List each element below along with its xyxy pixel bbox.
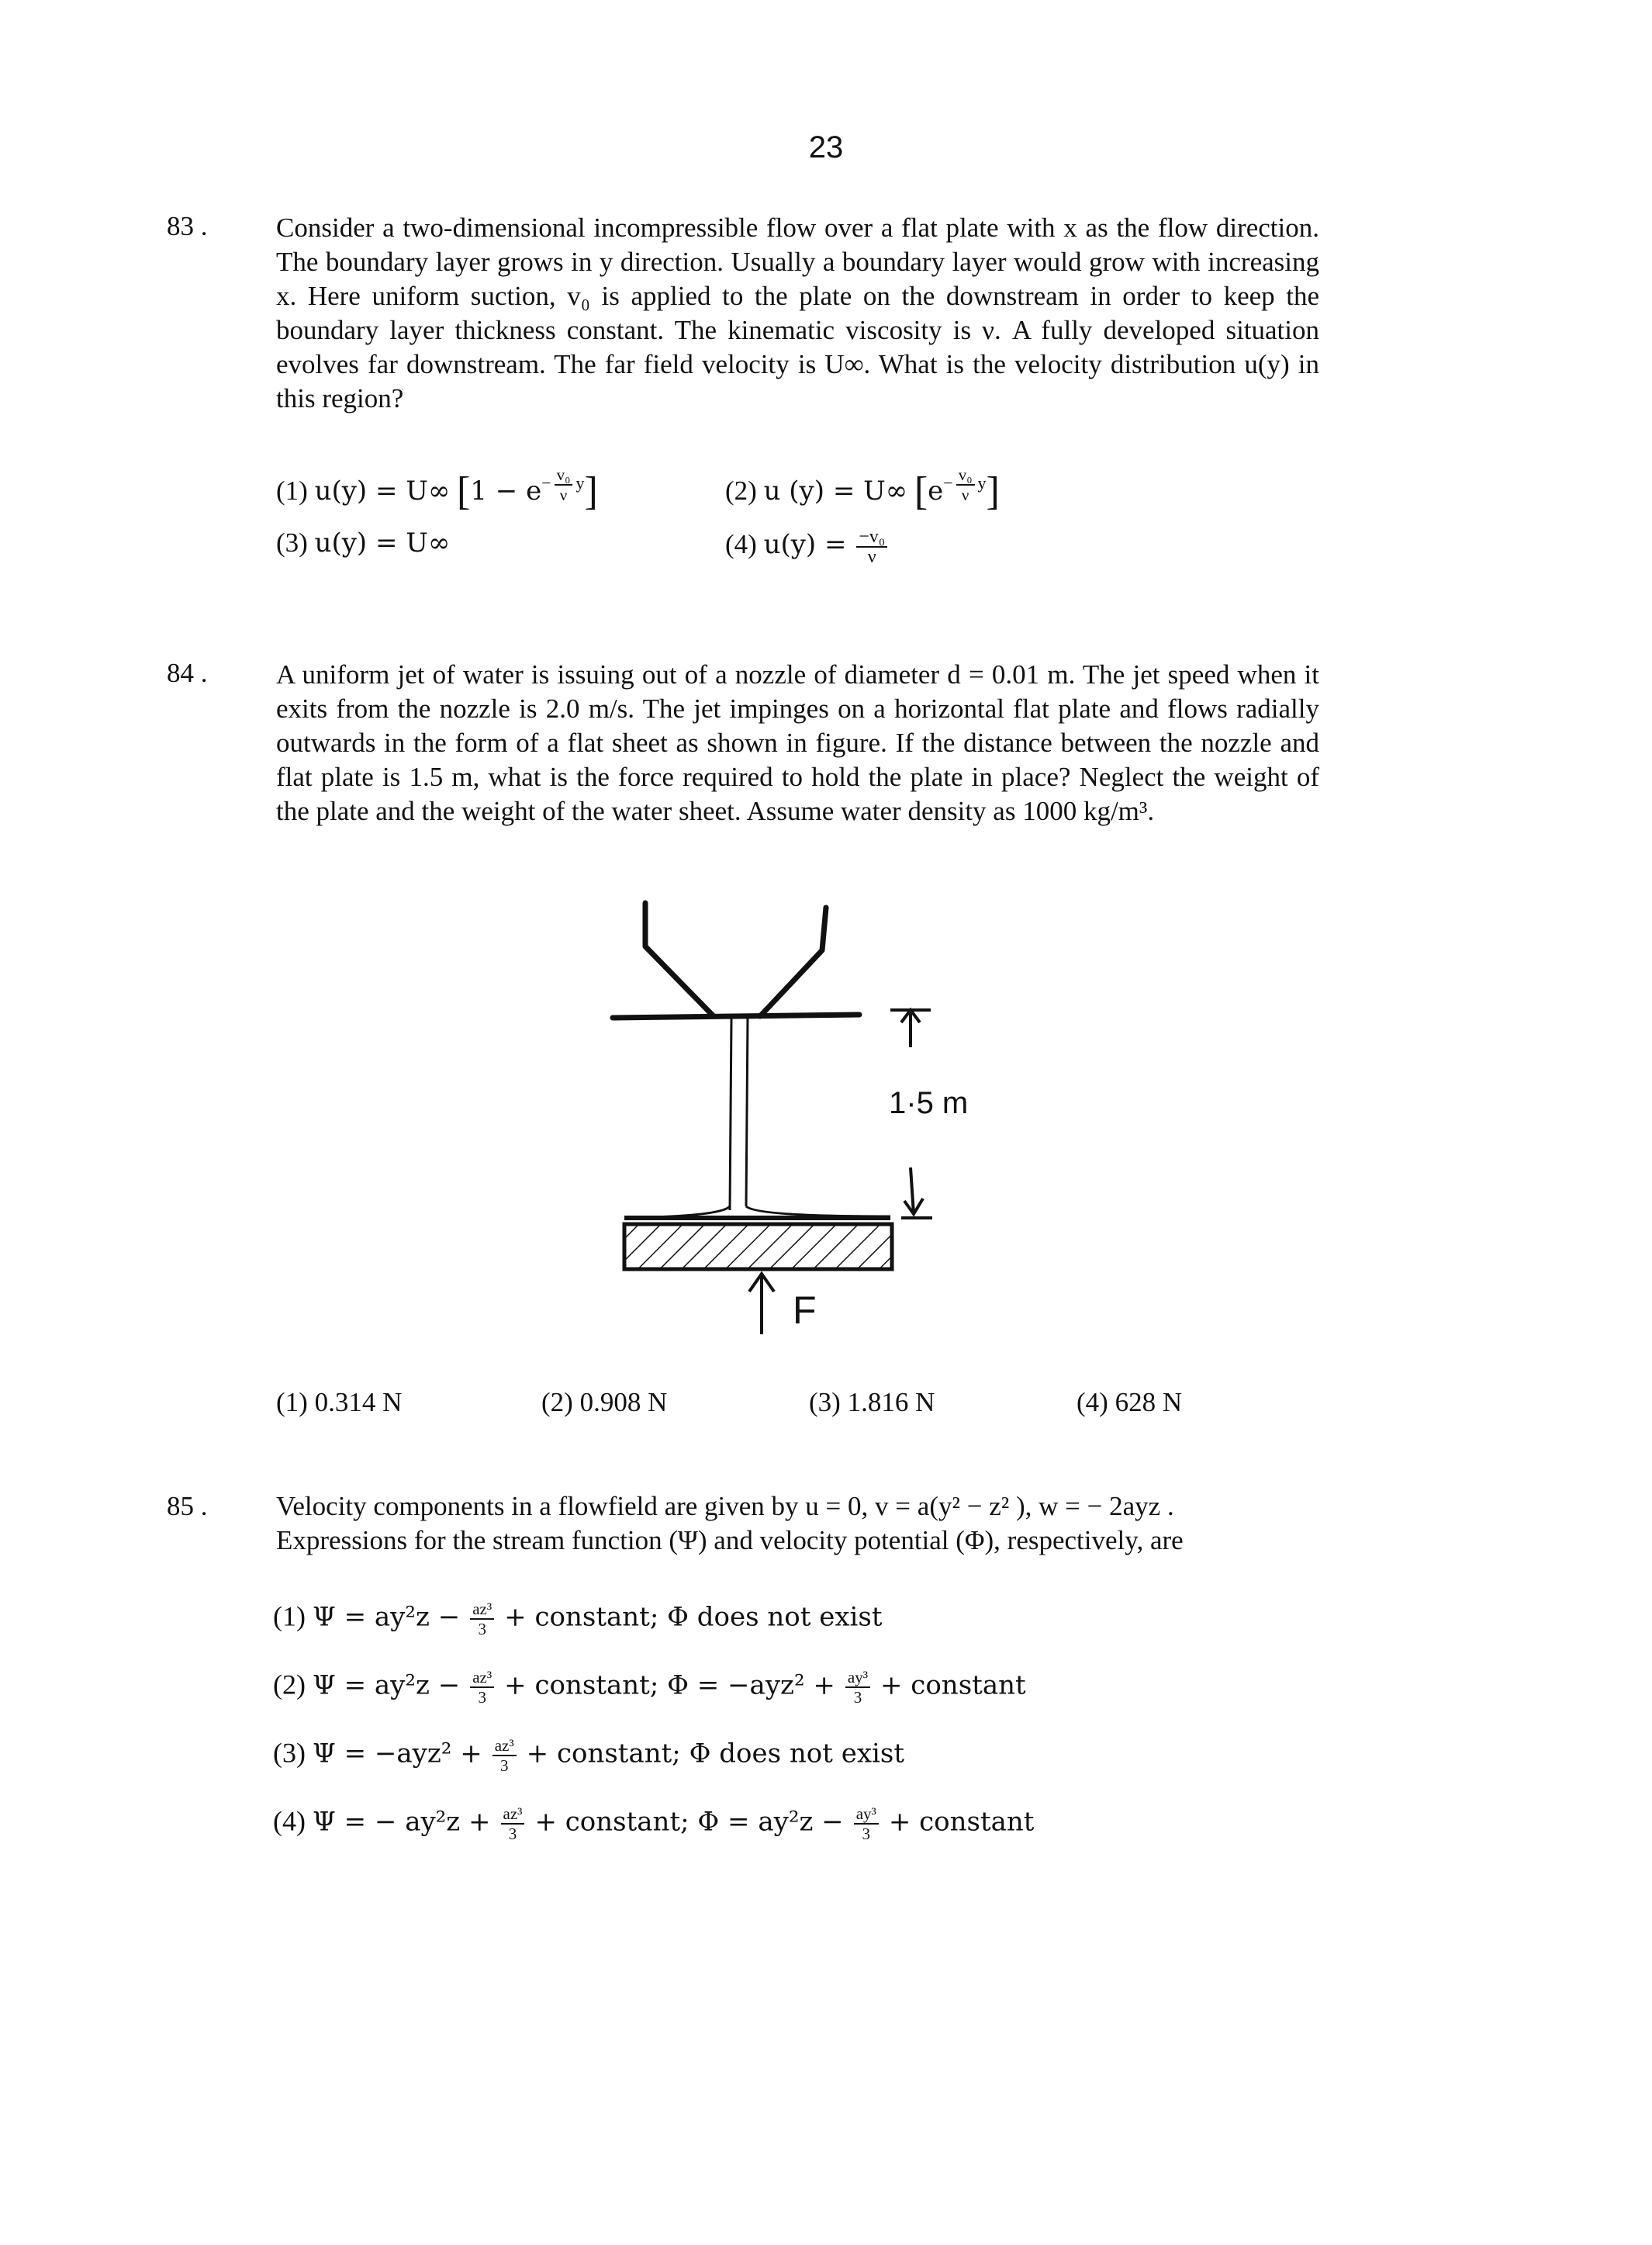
option-label: (1) (273, 1600, 306, 1632)
question-84-stem: A uniform jet of water is issuing out of a nozzle of diameter d = 0.01 m. The jet speed when it exits from the nozzle is 2.0 m/s. The jet impinges on a horizontal flat plate and flows radially outwards in the form of a flat sheet as shown in figure. If the distance between the nozzle and flat plate is 1.5 m, what is the force required to hold the plate in place? Neglect the weight of the plate and the weight of the water sheet. Assume water density as 1000 kg/m³. (276, 659, 1319, 826)
exponent: − v₀ ν y (541, 465, 585, 504)
question-83-option-3 (276, 528, 450, 559)
page-number: 23 (808, 130, 844, 164)
question-83-option-1: (1) u(y) = U∞ $[1 - e^{- \frac{\text{v₀}}{\nu} y}]$ (276, 465, 598, 514)
option-label: (3) (276, 528, 308, 558)
option-lhs: u(y) = (763, 529, 847, 561)
option-expression-middle: + constant; Φ = −ayz² + (504, 1669, 835, 1701)
option-expression-middle: + constant; Φ = ay²z − (534, 1806, 844, 1838)
sheet-right-curve (746, 1206, 890, 1216)
question-85-number: 85 . (167, 1491, 208, 1521)
option-label: (3) (273, 1737, 306, 1769)
option-label: (1) (276, 476, 308, 507)
nozzle-right-wall (760, 908, 826, 1016)
question-85-option-4 (273, 1804, 1034, 1843)
option-label: (4) (1077, 1387, 1108, 1417)
option-expression-tail: + constant (880, 1669, 1026, 1701)
option-value: 628 N (1115, 1387, 1183, 1417)
jet-right-edge (746, 1018, 748, 1206)
option-expression-tail: + constant (888, 1806, 1035, 1838)
option-fraction: $\frac{\text{az³}}{3}$ (470, 1600, 494, 1638)
question-84-option-1 (276, 1387, 402, 1418)
question-83-number: 83 . (167, 211, 208, 241)
option-label: (4) (273, 1805, 306, 1837)
nozzle-left-wall (645, 903, 714, 1016)
question-85-option-3 (273, 1736, 904, 1775)
bracket-term: e (928, 476, 944, 507)
option-fraction-2: $\frac{\text{ay³}}{3}$ (854, 1804, 879, 1843)
option-expression: Ψ = ay²z − (312, 1669, 461, 1701)
question-83-option-4 (725, 528, 890, 566)
force-label: F (793, 1289, 817, 1332)
option-label: (1) (276, 1387, 308, 1417)
option-fraction: $\frac{\text{az³}}{3}$ (492, 1736, 517, 1775)
option-label: (2) (541, 1387, 573, 1417)
option-lhs: u(y) = U∞ (314, 528, 451, 559)
exponent: − v₀ ν y (943, 465, 987, 504)
option-label: (4) (725, 529, 757, 560)
flat-plate (624, 1224, 892, 1269)
bracket-term: 1 − e (470, 476, 542, 507)
question-85-option-2 (273, 1668, 1026, 1707)
jet-plate-figure (597, 892, 969, 1334)
question-85-stem-line-1: Velocity components in a flowfield are given by u = 0, v = a(y² − z² ), w = − 2ayz . (276, 1491, 1174, 1521)
option-lhs: u (y) = U∞ (763, 476, 908, 507)
option-fraction-2: $\frac{\text{ay³}}{3}$ (845, 1668, 870, 1707)
question-83-stem: Consider a two-dimensional incompressible flow over a flat plate with x as the flow direction. The boundary layer grows in y direction. Usually a boundary layer would grow with increasing x. Here uniform suction, v₀ is applied to the plate on the downstream in order to keep the boundary layer thickness constant. The kinematic viscosity is ν. A fully developed situation evolves far downstream. The far field velocity is U∞. What is the velocity distribution u(y) in this region? (276, 213, 1319, 413)
dimension-bottom-arrow-shaft (911, 1167, 914, 1214)
question-84-option-2 (541, 1387, 667, 1418)
question-83-option-2: (2) u (y) = U∞ $[e^{- \frac{\text{v₀}}{\nu} y}]$ (725, 465, 1000, 514)
option-expression-tail: + constant; Φ does not exist (504, 1601, 883, 1633)
option-fraction: $\frac{\text{az³}}{3}$ (501, 1804, 525, 1843)
option-label: (2) (273, 1669, 306, 1700)
option-fraction: $\frac{\text{az³}}{3}$ (470, 1668, 494, 1707)
option-label: (2) (725, 476, 757, 507)
jet-left-edge (730, 1018, 731, 1210)
distance-label: 1·5 m (889, 1086, 969, 1120)
option-expression: Ψ = ay²z − (312, 1601, 461, 1633)
question-84-number: 84 . (167, 658, 208, 688)
option-expression: Ψ = − ay²z + (312, 1806, 491, 1838)
question-85-stem-line-2: Expressions for the stream function (Ψ) and velocity potential (Φ), respectively, are (276, 1525, 1184, 1555)
question-84-option-4 (1077, 1387, 1182, 1418)
option-fraction: $\frac{\text{−v₀}}{\nu}$ (856, 528, 887, 566)
option-value: 0.908 N (579, 1387, 668, 1417)
option-label: (3) (809, 1387, 841, 1417)
nozzle-exit-line (613, 1015, 859, 1018)
option-expression-tail: + constant; Φ does not exist (526, 1738, 904, 1769)
option-value: 0.314 N (314, 1387, 403, 1417)
option-expression: Ψ = −ayz² + (312, 1738, 482, 1769)
question-84-option-3 (809, 1387, 935, 1418)
option-lhs: u(y) = U∞ (314, 476, 451, 507)
option-value: 1.816 N (847, 1387, 935, 1417)
question-85-option-1 (273, 1600, 883, 1638)
